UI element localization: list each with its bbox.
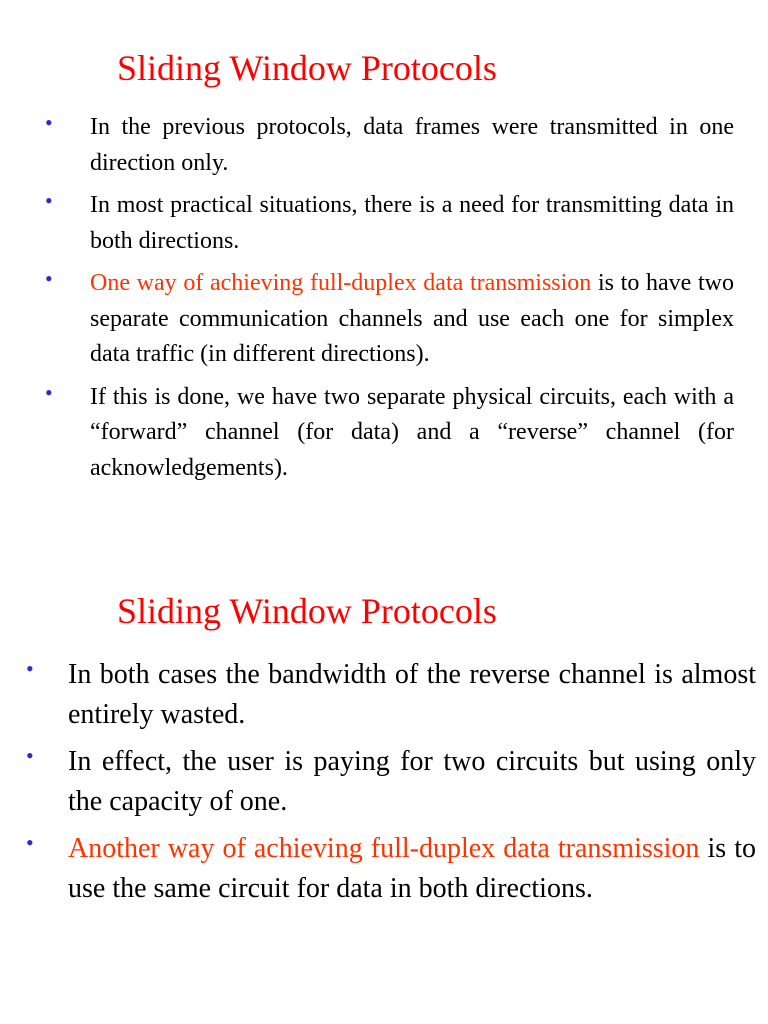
- bullet-text: is to use the same circuit for data in both directions.: [68, 833, 756, 904]
- slide-2-title: Sliding Window Protocols: [117, 591, 497, 631]
- bullet-dot-icon: •: [45, 188, 53, 213]
- bullet-dot-icon: •: [45, 266, 53, 291]
- bullet-item: [26, 829, 756, 909]
- bullet-text: In both cases the bandwidth of the reverse channel is almost entirely wasted.: [68, 659, 756, 730]
- slide-1-bullet-list: [45, 110, 735, 493]
- bullet-text: If this is done, we have two separate physical circuits, each with a “forward” channel (for data) and a “reverse” channel (for acknowledgements).: [90, 383, 734, 481]
- bullet-highlight-text: One way of achieving full-duplex data transmission: [90, 270, 592, 296]
- slide-1-title: Sliding Window Protocols: [117, 48, 497, 88]
- bullet-text: is to have two separate communication channels and use each one for simplex data traffic (in different directions).: [90, 270, 735, 367]
- bullet-dot-icon: •: [45, 379, 53, 405]
- bullet-text: In the previous protocols, data frames were transmitted in one direction only.: [90, 114, 734, 176]
- bullet-text: In effect, the user is paying for two circuits but using only the capacity of one.: [68, 746, 756, 817]
- slide-2-bullet-list: [26, 655, 756, 916]
- bullet-dot-icon: •: [45, 110, 53, 135]
- bullet-item: [26, 742, 756, 822]
- bullet-dot-icon: •: [26, 743, 34, 768]
- bullet-item: [45, 379, 734, 487]
- bullet-item: [45, 266, 735, 373]
- bullet-dot-icon: •: [26, 656, 34, 681]
- bullet-text: In most practical situations, there is a need for transmitting data in both directions.: [90, 192, 734, 254]
- bullet-item: [45, 110, 734, 181]
- bullet-item: [26, 655, 756, 735]
- bullet-dot-icon: •: [26, 830, 34, 855]
- bullet-item: [45, 188, 734, 259]
- bullet-highlight-text: Another way of achieving full-duplex data transmission: [68, 833, 700, 864]
